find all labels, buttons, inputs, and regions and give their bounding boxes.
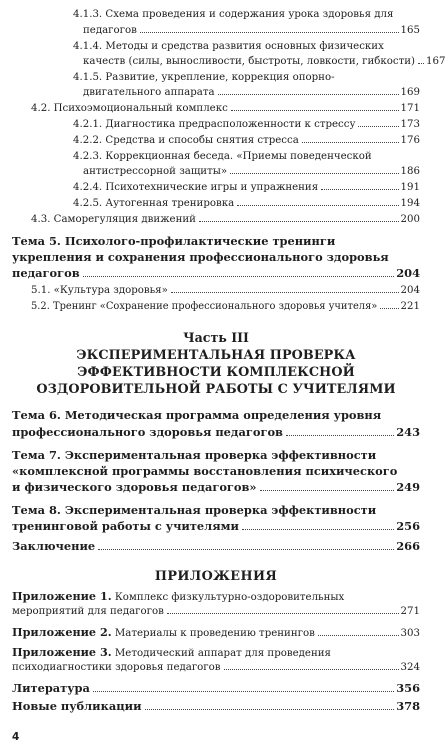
appendix-1-line1 [12, 591, 344, 603]
toc-entry-4-2-5[interactable] [73, 199, 420, 209]
page-ref: 324 [400, 662, 420, 673]
leader-dots [237, 205, 398, 206]
page-ref: 171 [400, 103, 420, 114]
leader-dots [98, 549, 394, 550]
part-label: Часть III [183, 330, 249, 345]
toc-entry-text: профессионального здоровья педагогов [12, 425, 283, 439]
toc-entry-appendix-1[interactable] [12, 607, 420, 617]
page-ref: 173 [400, 119, 420, 130]
page-ref: 243 [396, 425, 420, 439]
toc-entry-new-publications[interactable] [12, 701, 420, 712]
theme5-title-line1: Тема 5. Психолого-профилактические тренинги [12, 234, 336, 248]
leader-dots [140, 32, 399, 33]
part-title-line3: ОЗДОРОВИТЕЛЬНОЙ РАБОТЫ С УЧИТЕЛЯМИ [36, 382, 396, 397]
leader-dots [302, 142, 399, 143]
leader-dots [199, 221, 399, 222]
toc-entry-theme-5[interactable] [12, 268, 420, 279]
toc-entry-appendix-2[interactable] [12, 627, 420, 639]
toc-entry-text: и физического здоровья педагогов» [12, 480, 257, 494]
appendix-2-text: Материалы к проведению тренингов [111, 628, 315, 639]
toc-entry-text: педагогов [12, 266, 80, 280]
part-title-line2: ЭФФЕКТИВНОСТИ КОМПЛЕКСНОЙ [77, 365, 355, 380]
appendix-1-label: Приложение 1. [12, 589, 112, 603]
theme8-title-line1: Тема 8. Экспериментальная проверка эффективности [12, 503, 377, 517]
leader-dots [224, 669, 399, 670]
appendix-3-line1 [12, 647, 331, 659]
toc-entry-appendix-3[interactable] [12, 663, 420, 673]
toc-entry-text: мероприятий для педагогов [12, 606, 164, 617]
toc-entry-4-2-2[interactable] [73, 136, 420, 146]
page-ref: 221 [400, 301, 420, 312]
appendix-1-text: Комплекс физкультурно-оздоровительных [111, 592, 345, 603]
toc-entry-4-1-5[interactable] [83, 88, 420, 98]
part-title-line1: ЭКСПЕРИМЕНТАЛЬНАЯ ПРОВЕРКА [76, 348, 356, 363]
toc-entry-text: 4.2.1. Диагностика предрасположенности к стрессу [73, 119, 356, 130]
page-ref: 176 [400, 135, 420, 146]
theme5-title-line2: укрепления и сохранения профессионального здоровья [12, 250, 389, 264]
toc-entry-4-1-5-line1: 4.1.5. Развитие, укрепление, коррекция опорно- [73, 72, 335, 83]
leader-dots [93, 691, 394, 692]
toc-entry-theme-6[interactable] [12, 427, 420, 438]
page-ref: 266 [396, 539, 420, 553]
toc-entry-4-3[interactable] [31, 215, 420, 225]
leader-dots [260, 490, 395, 491]
toc-entry-4-1-3-line1: 4.1.3. Схема проведения и содержания урока здоровья для [73, 9, 394, 20]
toc-entry-4-2-4[interactable] [73, 183, 420, 193]
toc-entry-text: антистрессорной защиты» [83, 166, 228, 177]
leader-dots [418, 63, 424, 64]
page-ref: 204 [400, 285, 420, 296]
page-ref: 200 [400, 214, 420, 225]
leader-dots [218, 94, 399, 95]
toc-entry-text: психодиагностики здоровья педагогов [12, 662, 221, 673]
theme7-title-line1: Тема 7. Экспериментальная проверка эффективности [12, 448, 377, 462]
page-ref: 186 [400, 166, 420, 177]
toc-entry-text: 4.2.4. Психотехнические игры и упражнения [73, 182, 319, 193]
leader-dots [231, 110, 399, 111]
toc-entry-text: 4.3. Саморегуляция движений [31, 214, 196, 225]
toc-entry-text: двигательного аппарата [83, 87, 215, 98]
page-ref: 169 [400, 87, 420, 98]
page-ref: 271 [400, 606, 420, 617]
leader-dots [380, 308, 398, 309]
leader-dots [167, 613, 399, 614]
toc-entry-text: педагогов [83, 25, 137, 36]
toc-entry-4-1-4[interactable] [83, 56, 446, 67]
toc-entry-text: 4.2.2. Средства и способы снятия стресса [73, 135, 299, 146]
toc-entry-4-1-3[interactable] [83, 26, 420, 36]
page-ref: 165 [400, 25, 420, 36]
toc-entry-theme-7[interactable] [12, 482, 420, 493]
toc-entry-4-2-3[interactable] [83, 167, 420, 177]
toc-entry-theme-8[interactable] [12, 521, 420, 532]
leader-dots [318, 635, 399, 636]
toc-entry-4-2[interactable] [31, 104, 420, 114]
toc-entry-4-1-4-line1: 4.1.4. Методы и средства развития основных физических [73, 41, 384, 52]
page-number: 4 [12, 731, 20, 743]
appendices-heading: ПРИЛОЖЕНИЯ [154, 569, 278, 584]
leader-dots [171, 292, 399, 293]
appendix-3-text: Методический аппарат для проведения [111, 648, 331, 659]
toc-entry-4-2-1[interactable] [73, 120, 420, 130]
leader-dots [230, 173, 398, 174]
toc-entry-text: 4.2.5. Аутогенная тренировка [73, 198, 235, 209]
page-ref: 256 [396, 519, 420, 533]
page-ref: 378 [396, 699, 420, 713]
toc-entry-text: качеств (силы, выносливости, быстроты, ловкости, гибкости) [83, 56, 416, 67]
leader-dots [358, 126, 398, 127]
page-ref: 356 [396, 681, 420, 695]
leader-dots [286, 435, 394, 436]
page-ref: 191 [400, 182, 420, 193]
toc-entry-text: Литература [12, 681, 90, 695]
page-ref: 167 [426, 56, 446, 67]
toc-entry-literature[interactable] [12, 683, 420, 694]
toc-entry-text: Заключение [12, 539, 96, 553]
page-ref: 194 [400, 198, 420, 209]
toc-entry-5-1[interactable] [31, 286, 420, 296]
theme6-title-line1: Тема 6. Методическая программа определения уровня [12, 408, 382, 422]
theme7-title-line2: «комплексной программы восстановления психического [12, 464, 398, 478]
toc-entry-text: Новые публикации [12, 699, 142, 713]
toc-entry-conclusion[interactable] [12, 541, 420, 552]
appendix-2-label: Приложение 2. [12, 625, 112, 639]
appendix-3-label: Приложение 3. [12, 645, 112, 659]
leader-dots [242, 529, 394, 530]
toc-entry-text: 5.2. Тренинг «Сохранение профессионального здоровья учителя» [31, 301, 378, 312]
leader-dots [145, 709, 395, 710]
page-ref: 204 [396, 266, 420, 280]
leader-dots [83, 276, 395, 277]
toc-entry-text: тренинговой работы с учителями [12, 519, 239, 533]
toc-entry-text: 5.1. «Культура здоровья» [31, 285, 168, 296]
page-ref: 303 [400, 628, 420, 639]
page-ref: 249 [396, 480, 420, 494]
leader-dots [321, 189, 398, 190]
toc-entry-4-2-3-line1: 4.2.3. Коррекционная беседа. «Приемы поведенческой [73, 151, 372, 162]
toc-entry-text [12, 627, 315, 639]
toc-entry-5-2[interactable] [31, 302, 420, 312]
toc-entry-text: 4.2. Психоэмоциональный комплекс [31, 103, 228, 114]
